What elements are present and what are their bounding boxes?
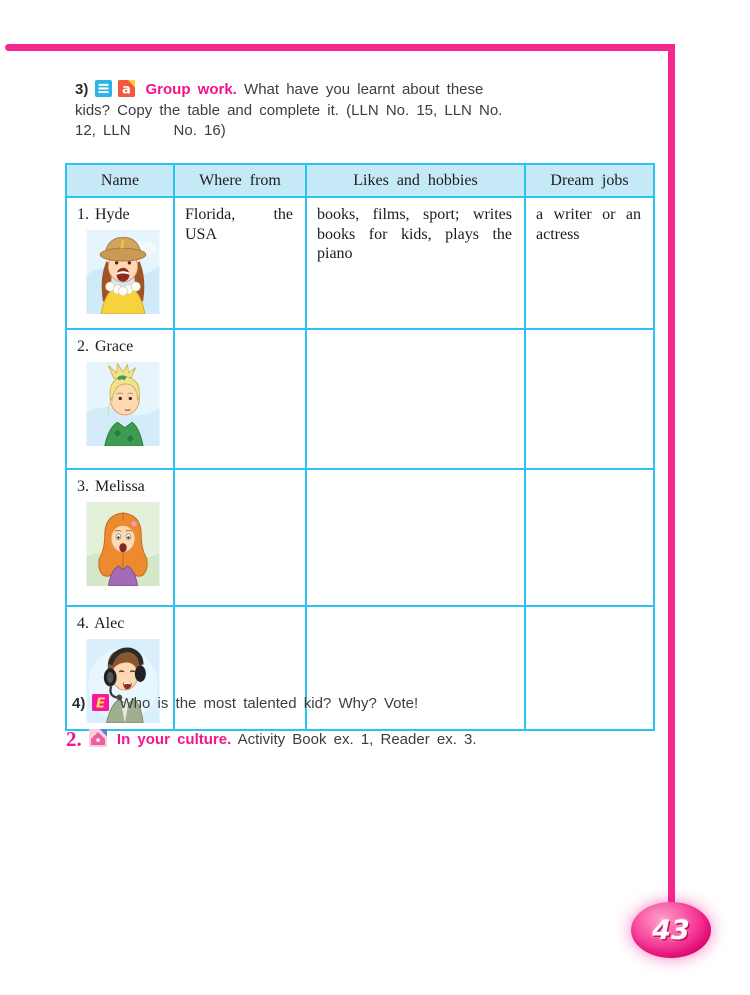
melissa-portrait-image [85, 502, 161, 586]
svg-text:E: E [96, 695, 106, 711]
exercise-3-line-1: What have you learnt about these [244, 81, 484, 98]
header-name: Name [66, 164, 174, 197]
hyde-portrait-image [85, 230, 161, 314]
list-icon [95, 80, 112, 97]
kid-name: 1. Hyde [77, 206, 130, 223]
page-border-top [5, 44, 675, 51]
cell-dream-jobs [525, 329, 654, 469]
in-your-culture-house-icon [89, 729, 107, 747]
table-row [66, 469, 654, 606]
exercise-3-instruction [75, 80, 602, 142]
cell-where-from [174, 469, 306, 606]
exercise-2-instruction [66, 727, 626, 752]
exercise-2-text: Activity Book ex. 1, Reader ex. 3. [237, 731, 477, 748]
exercise-3-number: 3) [75, 81, 89, 98]
kids-table [65, 163, 655, 731]
exercise-3-line-2: kids? Copy the table and complete it. (LLN No. 15, LLN No. [75, 101, 503, 119]
kid-name: 3. Melissa [77, 478, 145, 495]
cell-where-from [174, 329, 306, 469]
cell-name [66, 469, 174, 606]
exercise-4-text: Who is the most talented kid? Why? Vote! [119, 695, 419, 712]
kid-name: 2. Grace [77, 338, 134, 355]
header-where-from: Where from [174, 164, 306, 197]
kid-name: 4. Alec [77, 615, 125, 632]
cell-likes-and-hobbies: books, films, sport; writes books for kids, plays the piano [306, 197, 525, 329]
express-opinion-icon [92, 694, 109, 711]
table-header-row [66, 164, 654, 197]
exercise-4-instruction [72, 694, 612, 712]
exercise-3-line-3: 12, LLN No. 16) [75, 122, 226, 139]
cell-likes-and-hobbies [306, 469, 525, 606]
exercise-4-number: 4) [72, 695, 86, 712]
exercise-3-title: Group work. [145, 81, 237, 98]
exercise-2-number: 2. [66, 727, 82, 751]
cell-name [66, 329, 174, 469]
header-dream-jobs: Dream jobs [525, 164, 654, 197]
page-number: 43 [652, 914, 690, 946]
cell-likes-and-hobbies [306, 329, 525, 469]
table-row [66, 197, 654, 329]
exercise-2-title: In your culture. [116, 731, 232, 748]
cell-where-from: Florida, the USA [174, 197, 306, 329]
letter-a-icon [118, 80, 135, 97]
header-likes-and-hobbies: Likes and hobbies [306, 164, 525, 197]
page-border-right [668, 44, 675, 905]
grace-portrait-image [85, 362, 161, 446]
cell-dream-jobs: a writer or an actress [525, 197, 654, 329]
table-row [66, 329, 654, 469]
svg-text:a: a [122, 82, 132, 97]
cell-name [66, 197, 174, 329]
cell-dream-jobs [525, 469, 654, 606]
page-number-badge [631, 902, 711, 958]
